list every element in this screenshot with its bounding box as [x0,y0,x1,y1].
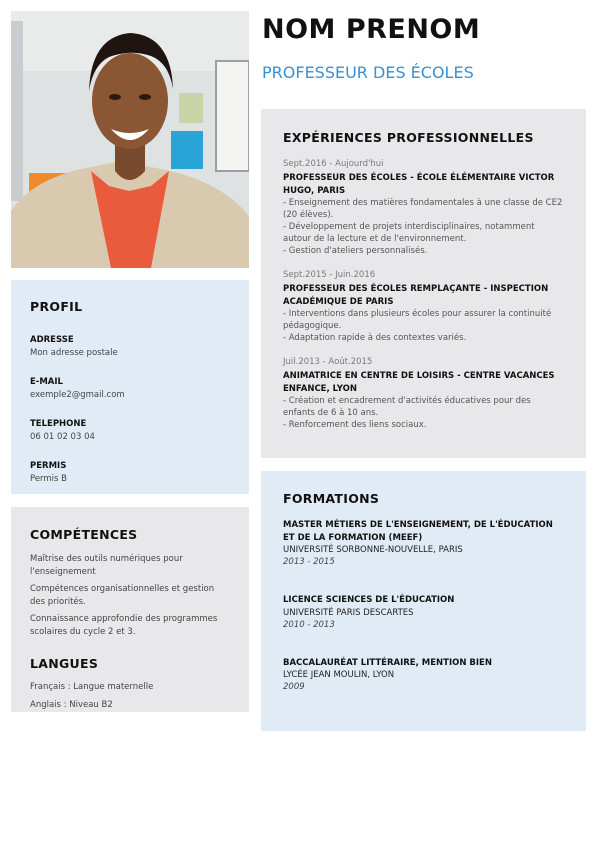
experience-period: Sept.2015 - Juin.2016 [283,270,376,280]
field-value: Mon adresse postale [30,348,118,358]
experience-bullet: - Gestion d'ateliers personnalisés. [283,246,428,256]
experience-bullet: - Adaptation rapide à des contextes variés. [283,333,467,343]
skills-section [11,507,249,712]
profile-photo [11,11,249,268]
education-item [283,519,564,567]
experience-title: PROFESSEUR DES ÉCOLES REMPLAÇANTE - INSPECTION ACADÉMIQUE DE PARIS [283,284,549,307]
field-address [30,335,230,358]
experience-section [261,109,586,458]
experience-item [283,159,564,257]
field-label: TELEPHONE [30,419,87,429]
education-school: UNIVERSITÉ SORBONNE-NOUVELLE, PARIS [283,545,463,555]
experience-title: PROFESSEUR DES ÉCOLES - ÉCOLE ÉLÉMENTAIRE VICTOR HUGO, PARIS [283,173,555,196]
field-value: exemple2@gmail.com [30,390,125,400]
language-item: Français : Langue maternelle [30,682,154,692]
education-years: 2013 - 2015 [283,557,335,567]
experience-item [283,357,564,431]
education-title: MASTER MÉTIERS DE L'ENSEIGNEMENT, DE L'ÉDUCATION ET DE LA FORMATION (MEEF) [283,520,553,543]
field-phone [30,419,230,442]
education-item [283,657,564,693]
field-label: PERMIS [30,461,67,471]
experience-bullet: - Renforcement des liens sociaux. [283,420,427,430]
skills-heading: COMPÉTENCES [30,527,138,542]
experience-bullet: - Développement de projets interdisciplinaires, notamment autour de la lecture et de l'environnement. [283,222,535,244]
languages-heading: LANGUES [30,656,99,671]
skill-item: Maîtrise des outils numériques pour l'enseignement [30,554,183,577]
candidate-name: NOM PRENOM [262,14,481,45]
experience-period: Sept.2016 - Aujourd'hui [283,159,384,169]
job-title: PROFESSEUR DES ÉCOLES [262,63,474,82]
experience-bullet: - Création et encadrement d'activités éducatives pour des enfants de 6 à 10 ans. [283,396,531,418]
skill-item: Connaissance approfondie des programmes scolaires du cycle 2 et 3. [30,614,218,637]
field-license [30,461,230,484]
field-value: Permis B [30,474,68,484]
experience-bullet: - Enseignement des matières fondamentales à une classe de CE2 (20 élèves). [283,198,563,220]
experience-period: Juil.2013 - Août.2015 [283,357,373,367]
experience-title: ANIMATRICE EN CENTRE DE LOISIRS - CENTRE VACANCES ENFANCE, LYON [283,371,555,394]
education-school: UNIVERSITÉ PARIS DESCARTES [283,607,414,618]
experience-item [283,270,564,344]
education-title: LICENCE SCIENCES DE L'ÉDUCATION [283,595,455,605]
field-value: 06 01 02 03 04 [30,432,95,442]
education-title: BACCALAURÉAT LITTÉRAIRE, MENTION BIEN [283,657,492,668]
skill-item: Compétences organisationnelles et gestion des priorités. [30,584,215,607]
experience-heading: EXPÉRIENCES PROFESSIONNELLES [283,130,534,145]
field-email [30,377,230,400]
field-label: ADRESSE [30,335,74,345]
education-years: 2010 - 2013 [283,619,335,630]
education-section [261,471,586,731]
language-item: Anglais : Niveau B2 [30,699,113,710]
profile-heading: PROFIL [30,299,83,314]
field-label: E-MAIL [30,377,63,387]
experience-bullet: - Interventions dans plusieurs écoles pour assurer la continuité pédagogique. [283,309,552,331]
education-school: LYCÉE JEAN MOULIN, LYON [283,670,395,680]
education-heading: FORMATIONS [283,491,380,506]
profile-section [11,280,249,494]
education-item [283,594,564,630]
education-years: 2009 [283,682,305,692]
